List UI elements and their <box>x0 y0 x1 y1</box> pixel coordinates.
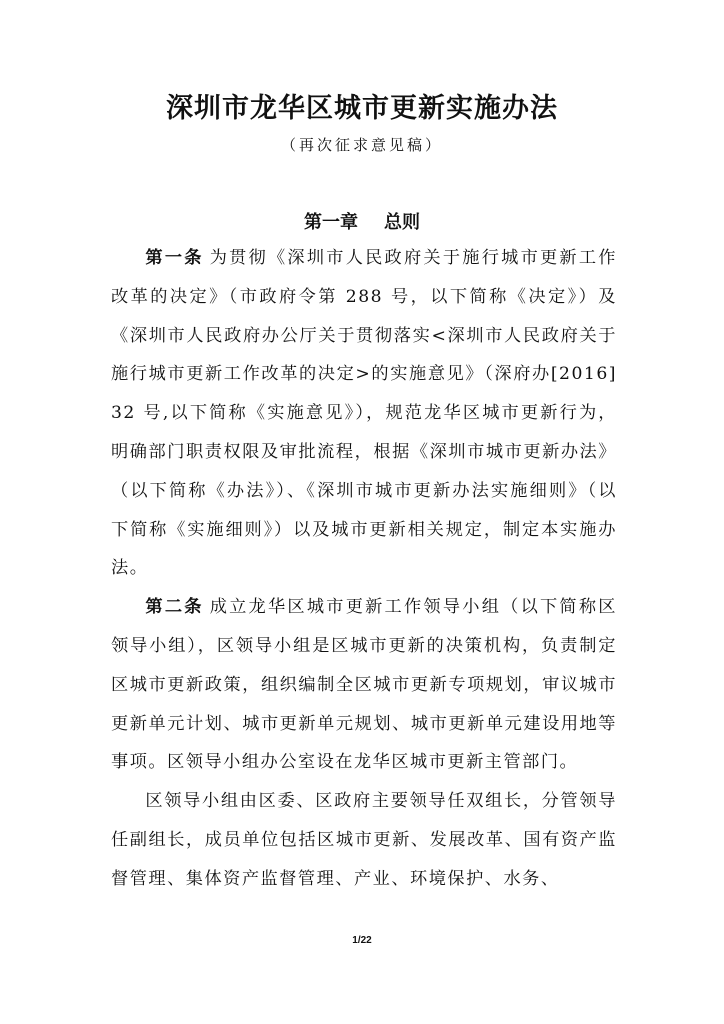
document-body <box>111 239 617 899</box>
article-2-label: 第二条 <box>145 597 204 618</box>
article-1-label: 第一条 <box>145 248 204 268</box>
document-title: 深圳市龙华区城市更新实施办法 <box>166 93 558 124</box>
article-2 <box>111 588 617 782</box>
article-1-text: 为贯彻《深圳市人民政府关于施行城市更新工作改革的决定》（市政府令第 288 号，以下简称《决定》）及《深圳市人民政府办公厅关于贯彻落实<深圳市人民政府关于施行城市更新工作改革的决定>的实施意见》（深府办[2016] 32 号,以下简称《实施意见》），规范龙华区城市更新行为，明确部门职责权限及审批流程，根据《深圳市城市更新办法》（以下简称《办法》）、《深圳市城市更新办法实施细则》（以下简称《实施细则》）以及城市更新相关规定，制定本实施办法。 <box>111 248 617 579</box>
chapter-name: 总则 <box>384 212 420 233</box>
article-2-text: 成立龙华区城市更新工作领导小组（以下简称区领导小组），区领导小组是区城市更新的决策机构，负责制定区城市更新政策，组织编制全区城市更新专项规划，审议城市更新单元计划、城市更新单元规划、城市更新单元建设用地等事项。区领导小组办公室设在龙华区城市更新主管部门。 <box>111 597 617 773</box>
article-1 <box>111 239 617 588</box>
page-number: 1/22 <box>352 935 372 946</box>
article-2-paragraph-2: 区领导小组由区委、区政府主要领导任双组长，分管领导任副组长，成员单位包括区城市更新、发展改革、国有资产监督管理、集体资产监督管理、产业、环境保护、水务、 <box>111 791 617 889</box>
chapter-label: 第一章 <box>304 212 358 233</box>
chapter-heading <box>0 208 724 234</box>
document-subtitle: （再次征求意见稿） <box>280 136 443 154</box>
